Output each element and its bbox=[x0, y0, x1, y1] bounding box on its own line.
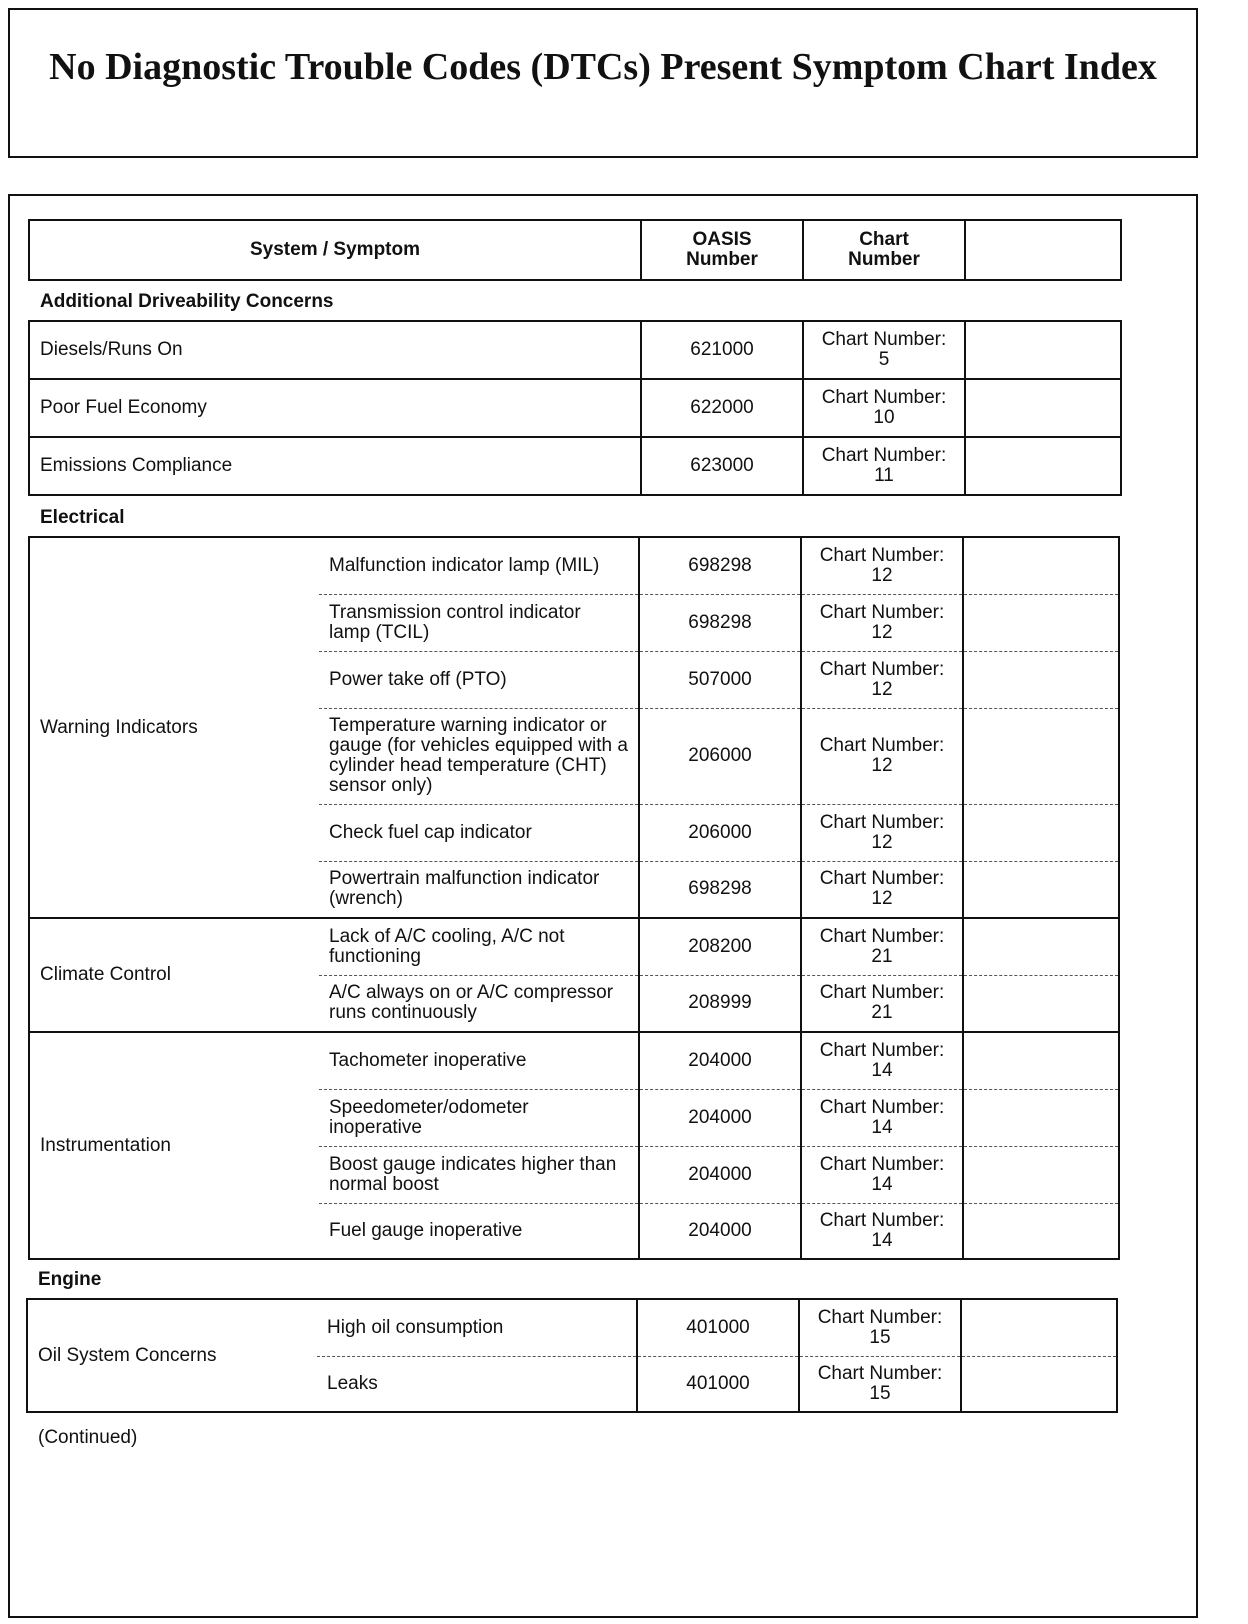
symptom-cell: Tachometer inoperative bbox=[319, 1032, 639, 1089]
oasis-number-cell: 208200 bbox=[639, 918, 801, 975]
oasis-number-cell: 204000 bbox=[639, 1032, 801, 1089]
chart-number-cell: Chart Number: 12 bbox=[801, 594, 963, 651]
title-box bbox=[8, 8, 1198, 158]
chart-number-cell: Chart Number: 21 bbox=[801, 918, 963, 975]
chart-number-cell: Chart Number: 12 bbox=[801, 861, 963, 918]
oasis-number-cell: 208999 bbox=[639, 975, 801, 1032]
empty-cell bbox=[963, 651, 1119, 708]
chart-number-cell: Chart Number: 21 bbox=[801, 975, 963, 1032]
empty-cell bbox=[963, 975, 1119, 1032]
header-table bbox=[28, 219, 1122, 281]
empty-cell bbox=[963, 918, 1119, 975]
symptom-cell: Malfunction indicator lamp (MIL) bbox=[319, 537, 639, 594]
empty-cell bbox=[961, 1356, 1117, 1412]
empty-cell bbox=[965, 437, 1121, 495]
empty-cell bbox=[963, 804, 1119, 861]
empty-cell bbox=[963, 861, 1119, 918]
symptom-cell: Diesels/Runs On bbox=[29, 321, 641, 379]
chart-number-cell: Chart Number: 14 bbox=[801, 1146, 963, 1203]
oasis-number-cell: 204000 bbox=[639, 1203, 801, 1259]
oasis-number-cell: 698298 bbox=[639, 537, 801, 594]
oasis-number-cell: 507000 bbox=[639, 651, 801, 708]
empty-cell bbox=[963, 1146, 1119, 1203]
symptom-cell: Transmission control indicator lamp (TCIL) bbox=[319, 594, 639, 651]
chart-number-cell: Chart Number: 15 bbox=[799, 1299, 961, 1356]
symptom-cell: Speedometer/odometer inoperative bbox=[319, 1089, 639, 1146]
symptom-cell: Boost gauge indicates higher than normal boost bbox=[319, 1146, 639, 1203]
empty-cell bbox=[963, 1032, 1119, 1089]
chart-number-cell: Chart Number: 12 bbox=[801, 537, 963, 594]
symptom-cell: Emissions Compliance bbox=[29, 437, 641, 495]
oasis-number-cell: 623000 bbox=[641, 437, 803, 495]
symptom-cell: High oil consumption bbox=[317, 1299, 637, 1356]
table-row bbox=[29, 437, 1121, 495]
electrical-table bbox=[28, 536, 1120, 1260]
oasis-number-cell: 401000 bbox=[637, 1356, 799, 1412]
symptom-cell: Leaks bbox=[317, 1356, 637, 1412]
empty-cell bbox=[963, 708, 1119, 804]
oasis-number-cell: 621000 bbox=[641, 321, 803, 379]
symptom-cell: Fuel gauge inoperative bbox=[319, 1203, 639, 1259]
oasis-number-cell: 204000 bbox=[639, 1089, 801, 1146]
oasis-number-cell: 622000 bbox=[641, 379, 803, 437]
continued-note: (Continued) bbox=[38, 1427, 138, 1448]
symptom-cell: A/C always on or A/C compressor runs continuously bbox=[319, 975, 639, 1032]
chart-number-cell: Chart Number: 14 bbox=[801, 1032, 963, 1089]
empty-cell bbox=[965, 321, 1121, 379]
table-row bbox=[29, 918, 1119, 975]
chart-number-cell: Chart Number: 11 bbox=[803, 437, 965, 495]
symptom-cell: Check fuel cap indicator bbox=[319, 804, 639, 861]
empty-cell bbox=[965, 379, 1121, 437]
engine-table bbox=[26, 1298, 1118, 1413]
oasis-number-cell: 204000 bbox=[639, 1146, 801, 1203]
table-row bbox=[29, 1032, 1119, 1089]
symptom-cell: Lack of A/C cooling, A/C not functioning bbox=[319, 918, 639, 975]
empty-cell bbox=[963, 1089, 1119, 1146]
symptom-cell: Poor Fuel Economy bbox=[29, 379, 641, 437]
table-row bbox=[29, 379, 1121, 437]
oasis-number-cell: 206000 bbox=[639, 708, 801, 804]
oasis-number-cell: 206000 bbox=[639, 804, 801, 861]
empty-cell bbox=[961, 1299, 1117, 1356]
chart-number-cell: Chart Number: 12 bbox=[801, 708, 963, 804]
system-cell-warning-indicators: Warning Indicators bbox=[29, 537, 319, 918]
oasis-number-cell: 698298 bbox=[639, 861, 801, 918]
section-title-additional-driveability: Additional Driveability Concerns bbox=[40, 291, 334, 312]
chart-number-cell: Chart Number: 15 bbox=[799, 1356, 961, 1412]
header-system-symptom: System / Symptom bbox=[29, 220, 641, 280]
system-cell-climate-control: Climate Control bbox=[29, 918, 319, 1032]
chart-number-cell: Chart Number: 14 bbox=[801, 1089, 963, 1146]
oasis-number-cell: 698298 bbox=[639, 594, 801, 651]
system-cell-instrumentation: Instrumentation bbox=[40, 1134, 171, 1156]
empty-cell bbox=[963, 1203, 1119, 1259]
page-title: No Diagnostic Trouble Codes (DTCs) Present Symptom Chart Index bbox=[49, 46, 1157, 88]
oasis-number-cell: 401000 bbox=[637, 1299, 799, 1356]
chart-number-cell: Chart Number: 10 bbox=[803, 379, 965, 437]
chart-number-cell: Chart Number: 12 bbox=[801, 651, 963, 708]
chart-number-cell: Chart Number: 5 bbox=[803, 321, 965, 379]
chart-number-cell: Chart Number: 12 bbox=[801, 804, 963, 861]
system-cell-oil-system-concerns: Oil System Concerns bbox=[38, 1344, 217, 1366]
additional-driveability-table bbox=[28, 320, 1122, 496]
empty-cell bbox=[963, 594, 1119, 651]
section-title-electrical: Electrical bbox=[40, 507, 125, 528]
symptom-cell: Power take off (PTO) bbox=[319, 651, 639, 708]
empty-cell bbox=[963, 537, 1119, 594]
table-row bbox=[29, 321, 1121, 379]
header-chart-number: Chart Number bbox=[803, 220, 965, 280]
header-empty-column bbox=[965, 220, 1121, 280]
header-oasis-number: OASIS Number bbox=[641, 220, 803, 280]
table-row bbox=[29, 537, 1119, 594]
section-title-engine: Engine bbox=[38, 1269, 102, 1290]
symptom-cell: Temperature warning indicator or gauge (for vehicles equipped with a cylinder head temperature (CHT) sensor only) bbox=[319, 708, 639, 804]
symptom-cell: Powertrain malfunction indicator (wrench) bbox=[319, 861, 639, 918]
table-row bbox=[27, 1299, 1117, 1356]
chart-number-cell: Chart Number: 14 bbox=[801, 1203, 963, 1259]
